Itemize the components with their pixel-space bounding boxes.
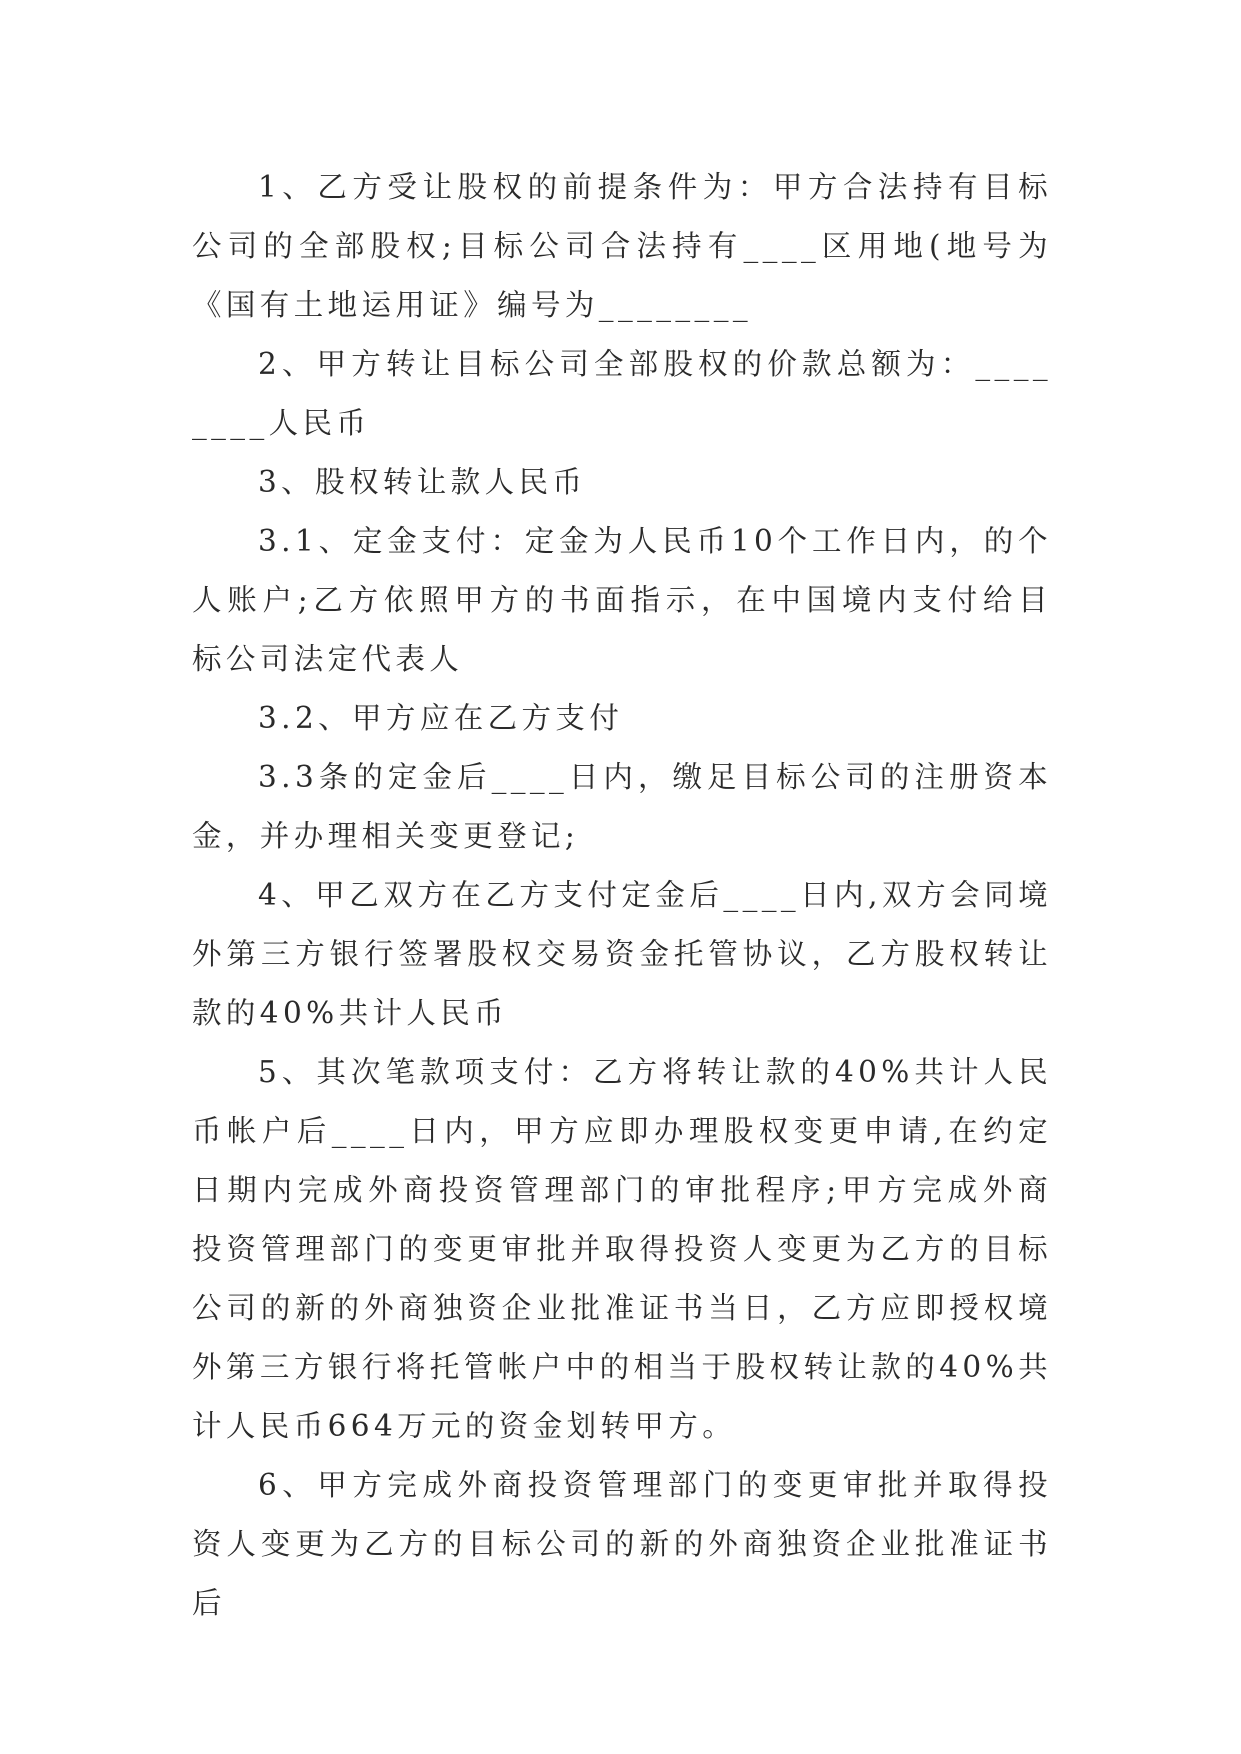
paragraph-3: 3、股权转让款人民币 (258, 465, 587, 499)
paragraph-3-3: 3.3条的定金后____日内，缴足目标公司的注册资本金，并办理相关变更登记; (192, 760, 1052, 853)
paragraph-6: 6、甲方完成外商投资管理部门的变更审批并取得投资人变更为乙方的目标公司的新的外商独资企业批准证书后 (192, 1468, 1052, 1620)
paragraph-3-2: 3.2、甲方应在乙方支付 (258, 701, 624, 735)
paragraph-1: 1、乙方受让股权的前提条件为：甲方合法持有目标公司的全部股权;目标公司合法持有____区用地(地号为《国有土地运用证》编号为________ (192, 170, 1052, 322)
paragraph-3-1: 3.1、定金支付：定金为人民币10个工作日内，的个人账户;乙方依照甲方的书面指示，在中国境内支付给目标公司法定代表人 (192, 524, 1052, 676)
paragraph-2: 2、甲方转让目标公司全部股权的价款总额为：________人民币 (192, 347, 1052, 440)
paragraph-4: 4、甲乙双方在乙方支付定金后____日内,双方会同境外第三方银行签署股权交易资金托管协议，乙方股权转让款的40%共计人民币 (192, 878, 1052, 1030)
paragraph-5: 5、其次笔款项支付：乙方将转让款的40%共计人民币帐户后____日内，甲方应即办理股权变更申请,在约定日期内完成外商投资管理部门的审批程序;甲方完成外商投资管理部门的变更审批并取得投资人变更为乙方的目标公司的新的外商独资企业批准证书当日，乙方应即授权境外第三方银行将托管帐户中的相当于股权转让款的40%共计人民币664万元的资金划转甲方。 (192, 1055, 1052, 1443)
document-body (192, 158, 1052, 1633)
